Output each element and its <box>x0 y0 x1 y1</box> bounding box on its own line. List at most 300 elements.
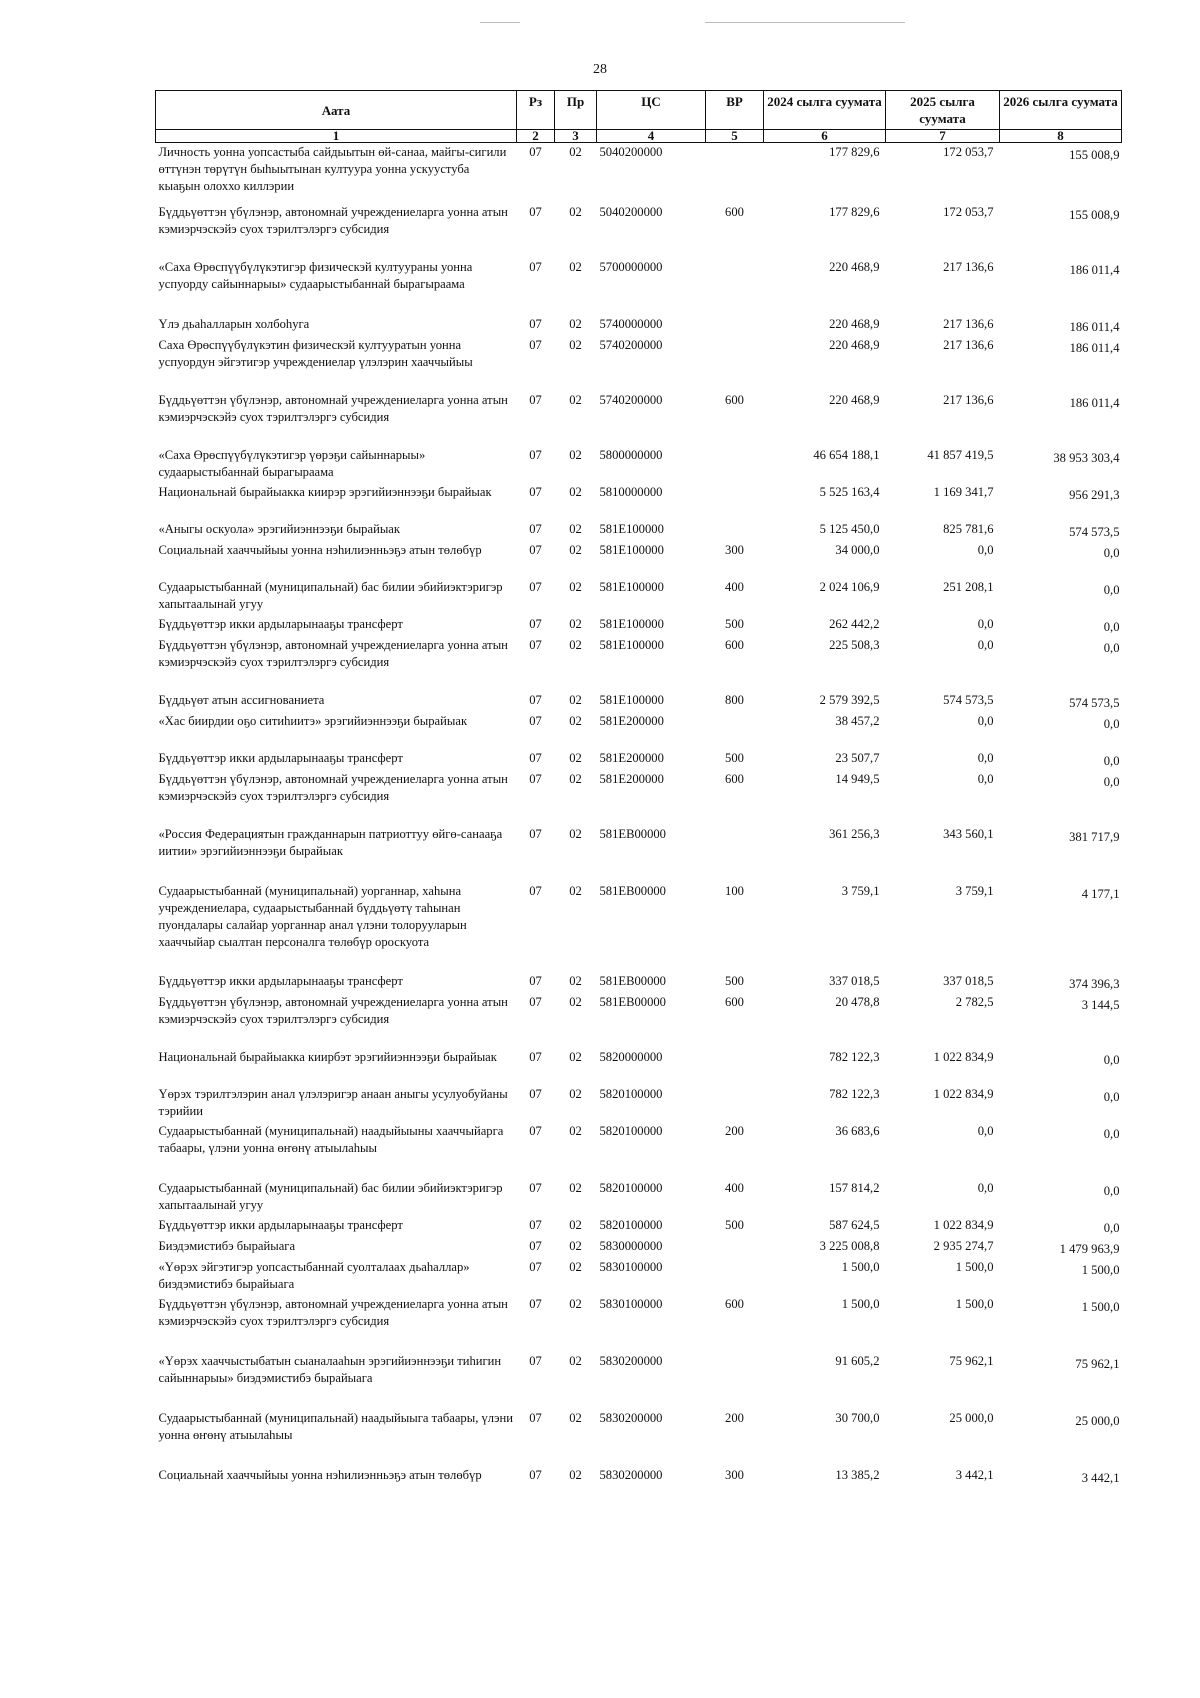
column-number: 1 <box>156 130 517 143</box>
row-cs: 5800000000 <box>599 447 663 462</box>
column-number: 7 <box>886 130 1000 143</box>
row-amount-2024: 1 500,0 <box>841 1259 880 1274</box>
row-amount-2024: 220 468,9 <box>829 337 880 352</box>
table-row <box>156 691 1122 712</box>
row-name: «Үөрэх хааччыстыбатын сыаналааһын эрэгийиэннээҕи тиһигин сайыннарыы» биэдэмистибэ бырайыага <box>158 1353 502 1385</box>
row-amount-2026: 0,0 <box>1103 1089 1120 1104</box>
table-row <box>156 615 1122 636</box>
row-pr: 02 <box>569 1123 582 1138</box>
row-rz: 07 <box>529 1086 542 1101</box>
row-amount-2024: 587 624,5 <box>829 1217 880 1232</box>
row-rz: 07 <box>529 616 542 631</box>
row-amount-2024: 337 018,5 <box>829 973 880 988</box>
row-amount-2024: 782 122,3 <box>829 1049 880 1064</box>
row-vr <box>706 1085 764 1122</box>
table-row <box>156 203 1122 258</box>
row-name: Бүддьүөттэн үбүлэнэр, автономнай учреждениеларга уонна атын кэмиэрчэскэйэ суох тэрилтэлэргэ субсидия <box>158 392 508 424</box>
row-vr: 600 <box>725 771 744 786</box>
row-cs: 581E200000 <box>599 750 664 765</box>
row-name: «Үөрэх эйгэтигэр уопсастыбаннай суолталаах дьаһаллар» биэдэмистибэ бырайыага <box>158 1259 470 1291</box>
row-amount-2025: 0,0 <box>977 1180 994 1195</box>
row-name: Национальнай бырайыакка киирбэт эрэгийиэннээҕи бырайыак <box>158 1049 497 1064</box>
row-rz: 07 <box>529 1259 542 1274</box>
row-amount-2026: 956 291,3 <box>1069 487 1120 502</box>
table-row <box>156 1409 1122 1466</box>
row-rz: 07 <box>529 542 542 557</box>
row-rz: 07 <box>529 713 542 728</box>
row-rz: 07 <box>529 826 542 841</box>
row-amount-2026: 155 008,9 <box>1069 207 1120 222</box>
row-pr: 02 <box>569 616 582 631</box>
row-rz: 07 <box>529 994 542 1009</box>
row-name: Бүддьүөттэн үбүлэнэр, автономнай учреждениеларга уонна атын кэмиэрчэскэйэ суох тэрилтэлэргэ субсидия <box>158 1296 508 1328</box>
row-amount-2025: 251 208,1 <box>943 579 994 594</box>
table-row <box>156 1295 1122 1352</box>
row-cs: 5040200000 <box>599 145 663 159</box>
row-amount-2026: 0,0 <box>1103 774 1120 789</box>
row-amount-2025: 574 573,5 <box>943 692 994 707</box>
row-rz: 07 <box>529 1217 542 1232</box>
row-pr: 02 <box>569 1049 582 1064</box>
table-row <box>156 882 1122 972</box>
row-pr: 02 <box>569 579 582 594</box>
row-cs: 581E100000 <box>599 692 664 707</box>
row-rz: 07 <box>529 447 542 462</box>
row-amount-2025: 1 022 834,9 <box>933 1217 994 1232</box>
row-rz: 07 <box>529 392 542 407</box>
row-rz: 07 <box>529 484 542 499</box>
row-name: Саха Өрөспүүбүлүкэтин физическэй култууратын уонна успуордун эйгэтигэр учреждениелар үлэлэрин хааччыйыы <box>158 337 473 369</box>
row-rz: 07 <box>529 1296 542 1311</box>
row-amount-2024: 30 700,0 <box>835 1410 880 1425</box>
row-amount-2026: 574 573,5 <box>1069 524 1120 539</box>
row-vr: 600 <box>725 204 744 219</box>
table-row <box>156 1466 1122 1503</box>
row-amount-2024: 1 500,0 <box>841 1296 880 1311</box>
row-name: «Хас биирдии оҕо ситиһиитэ» эрэгийиэннээҕи бырайыак <box>158 713 468 728</box>
row-amount-2024: 220 468,9 <box>829 316 880 331</box>
row-vr: 200 <box>725 1410 744 1425</box>
row-rz: 07 <box>529 637 542 652</box>
table-row <box>156 483 1122 520</box>
row-vr <box>706 143 764 203</box>
row-amount-2025: 0,0 <box>977 713 994 728</box>
row-amount-2026: 0,0 <box>1103 1220 1120 1235</box>
row-name: Бүддьүөттэн үбүлэнэр, автономнай учреждениеларга уонна атын кэмиэрчэскэйэ суох тэрилтэлэргэ субсидия <box>158 771 508 803</box>
row-vr: 300 <box>725 1467 744 1482</box>
row-amount-2026: 0,0 <box>1103 545 1120 560</box>
table-row <box>156 258 1122 315</box>
row-name: «Аныгы оскуола» эрэгийиэннээҕи бырайыак <box>158 521 400 536</box>
row-amount-2024: 220 468,9 <box>829 392 880 407</box>
table-row <box>156 636 1122 691</box>
row-vr: 600 <box>725 994 744 1009</box>
table-row <box>156 1048 1122 1085</box>
row-amount-2025: 217 136,6 <box>943 392 994 407</box>
row-amount-2026: 186 011,4 <box>1069 395 1120 410</box>
row-amount-2026: 374 396,3 <box>1069 976 1120 991</box>
column-number: 4 <box>597 130 706 143</box>
row-amount-2024: 34 000,0 <box>835 542 880 557</box>
row-rz: 07 <box>529 973 542 988</box>
row-rz: 07 <box>529 771 542 786</box>
row-amount-2025: 825 781,6 <box>943 521 994 536</box>
table-row <box>156 315 1122 336</box>
row-vr <box>706 315 764 336</box>
row-name: Национальнай бырайыакка киирэр эрэгийиэннээҕи бырайыак <box>158 484 492 499</box>
row-pr: 02 <box>569 145 582 159</box>
row-pr: 02 <box>569 542 582 557</box>
row-amount-2025: 41 857 419,5 <box>927 447 994 462</box>
row-pr: 02 <box>569 204 582 219</box>
row-amount-2026: 3 442,1 <box>1081 1470 1120 1485</box>
row-name: Бүддьүөттэр икки ардыларынааҕы трансферт <box>158 973 403 988</box>
row-vr: 800 <box>725 692 744 707</box>
row-cs: 581E100000 <box>599 579 664 594</box>
row-cs: 581EB00000 <box>599 826 666 841</box>
row-amount-2026: 186 011,4 <box>1069 262 1120 277</box>
row-cs: 5820000000 <box>599 1049 663 1064</box>
row-amount-2024: 13 385,2 <box>835 1467 880 1482</box>
row-name: Бүддьүөттэн үбүлэнэр, автономнай учреждениеларга уонна атын кэмиэрчэскэйэ суох тэрилтэлэргэ субсидия <box>158 204 508 236</box>
row-pr: 02 <box>569 316 582 331</box>
table-row <box>156 578 1122 615</box>
row-rz: 07 <box>529 750 542 765</box>
row-name: «Саха Өрөспүүбүлүкэтигэр физическэй култуураны уонна успуорду сайыннарыы» судаарыстыбаннай бырагыраама <box>158 259 473 291</box>
row-amount-2025: 172 053,7 <box>943 204 994 219</box>
row-cs: 581E200000 <box>599 713 664 728</box>
row-amount-2025: 0,0 <box>977 637 994 652</box>
header-vr: ВР <box>706 91 764 130</box>
header-cs: ЦС <box>597 91 706 130</box>
row-amount-2026: 574 573,5 <box>1069 695 1120 710</box>
table-row <box>156 1216 1122 1237</box>
row-amount-2025: 343 560,1 <box>943 826 994 841</box>
table-row <box>156 770 1122 825</box>
row-vr <box>706 1237 764 1258</box>
row-amount-2024: 2 024 106,9 <box>819 579 880 594</box>
row-amount-2025: 3 759,1 <box>955 883 994 898</box>
row-amount-2024: 20 478,8 <box>835 994 880 1009</box>
row-vr <box>706 483 764 520</box>
row-amount-2024: 3 759,1 <box>841 883 880 898</box>
header-2026: 2026 сылга суумата <box>1000 91 1122 130</box>
row-name: Бүддьүөттэн үбүлэнэр, автономнай учреждениеларга уонна атын кэмиэрчэскэйэ суох тэрилтэлэргэ субсидия <box>158 637 508 669</box>
row-amount-2024: 782 122,3 <box>829 1086 880 1101</box>
table-row <box>156 993 1122 1048</box>
row-vr <box>706 258 764 315</box>
row-amount-2026: 0,0 <box>1103 753 1120 768</box>
row-vr <box>706 446 764 483</box>
row-name: Бүддьүөт атын ассигнованиета <box>158 692 325 707</box>
row-rz: 07 <box>529 1353 542 1368</box>
row-amount-2025: 2 935 274,7 <box>933 1238 994 1253</box>
row-rz: 07 <box>529 692 542 707</box>
row-amount-2025: 0,0 <box>977 542 994 557</box>
row-amount-2026: 1 500,0 <box>1081 1262 1120 1277</box>
row-amount-2025: 75 962,1 <box>949 1353 994 1368</box>
row-amount-2026: 0,0 <box>1103 716 1120 731</box>
table-row <box>156 1258 1122 1295</box>
row-pr: 02 <box>569 1086 582 1101</box>
table-body <box>156 143 1122 1503</box>
row-cs: 581EB00000 <box>599 883 666 898</box>
row-cs: 5830100000 <box>599 1259 663 1274</box>
row-pr: 02 <box>569 883 582 898</box>
row-amount-2024: 14 949,5 <box>835 771 880 786</box>
row-amount-2024: 38 457,2 <box>835 713 880 728</box>
row-vr: 600 <box>725 392 744 407</box>
row-amount-2026: 381 717,9 <box>1069 829 1120 844</box>
row-pr: 02 <box>569 994 582 1009</box>
row-cs: 581E200000 <box>599 771 664 786</box>
row-vr: 400 <box>725 579 744 594</box>
row-amount-2026: 155 008,9 <box>1069 148 1120 162</box>
row-amount-2024: 220 468,9 <box>829 259 880 274</box>
row-name: Үлэ дьаһалларын холбоһуга <box>158 316 310 331</box>
table-row <box>156 1352 1122 1409</box>
row-pr: 02 <box>569 1238 582 1253</box>
row-vr <box>706 1352 764 1409</box>
row-pr: 02 <box>569 1180 582 1195</box>
row-rz: 07 <box>529 316 542 331</box>
row-cs: 581E100000 <box>599 616 664 631</box>
row-pr: 02 <box>569 713 582 728</box>
row-pr: 02 <box>569 337 582 352</box>
row-cs: 5820100000 <box>599 1123 663 1138</box>
row-vr: 500 <box>725 1217 744 1232</box>
row-vr: 600 <box>725 637 744 652</box>
table-row <box>156 1085 1122 1122</box>
table-header-row <box>156 91 1122 130</box>
row-name: Биэдэмистибэ бырайыага <box>158 1238 296 1253</box>
header-aata: Аата <box>156 91 517 130</box>
row-name: «Россия Федерациятын гражданнарын патриоттуу өйгө-санааҕа иитии» эрэгийиэннээҕи бырайыак <box>158 826 503 858</box>
row-pr: 02 <box>569 484 582 499</box>
row-cs: 5740200000 <box>599 337 663 352</box>
row-vr <box>706 520 764 541</box>
row-amount-2025: 172 053,7 <box>943 145 994 159</box>
row-vr: 500 <box>725 750 744 765</box>
row-vr <box>706 336 764 391</box>
row-amount-2024: 262 442,2 <box>829 616 880 631</box>
row-name: Бүддьүөттэр икки ардыларынааҕы трансферт <box>158 750 403 765</box>
row-amount-2024: 5 525 163,4 <box>819 484 880 499</box>
row-rz: 07 <box>529 579 542 594</box>
row-rz: 07 <box>529 1123 542 1138</box>
row-cs: 581E100000 <box>599 521 664 536</box>
row-amount-2025: 217 136,6 <box>943 259 994 274</box>
row-name: Бүддьүөттэр икки ардыларынааҕы трансферт <box>158 1217 403 1232</box>
row-rz: 07 <box>529 337 542 352</box>
row-name: Үөрэх тэрилтэлэрин анал үлэлэригэр анаан аныгы усулуобуйаны тэрийии <box>158 1086 508 1118</box>
row-pr: 02 <box>569 771 582 786</box>
row-rz: 07 <box>529 883 542 898</box>
row-amount-2025: 0,0 <box>977 750 994 765</box>
row-name: Бүддьүөттэр икки ардыларынааҕы трансферт <box>158 616 403 631</box>
row-pr: 02 <box>569 259 582 274</box>
row-pr: 02 <box>569 826 582 841</box>
row-amount-2026: 0,0 <box>1103 1126 1120 1141</box>
row-rz: 07 <box>529 204 542 219</box>
row-name: Социальнай хааччыйыы уонна нэһилиэнньэҕэ атын төлөбүр <box>158 1467 482 1482</box>
row-amount-2026: 25 000,0 <box>1075 1413 1120 1428</box>
row-amount-2025: 337 018,5 <box>943 973 994 988</box>
row-cs: 5820100000 <box>599 1086 663 1101</box>
column-number: 8 <box>1000 130 1122 143</box>
row-amount-2025: 0,0 <box>977 771 994 786</box>
row-amount-2025: 25 000,0 <box>949 1410 994 1425</box>
row-name: Судаарыстыбаннай (муниципальнай) наадыйыыны хааччыйарга табаары, үлэни уонна өҥөнү атыылаһыы <box>158 1123 504 1155</box>
row-amount-2026: 0,0 <box>1103 582 1120 597</box>
row-cs: 5740200000 <box>599 392 663 407</box>
row-amount-2024: 157 814,2 <box>829 1180 880 1195</box>
row-amount-2025: 1 500,0 <box>955 1259 994 1274</box>
row-amount-2024: 361 256,3 <box>829 826 880 841</box>
row-cs: 5040200000 <box>599 204 663 219</box>
row-vr: 500 <box>725 973 744 988</box>
row-rz: 07 <box>529 1467 542 1482</box>
row-amount-2026: 0,0 <box>1103 640 1120 655</box>
row-pr: 02 <box>569 1353 582 1368</box>
table-row <box>156 391 1122 446</box>
row-name: Личность уонна уопсастыба сайдыытын өй-санаа, майгы-сигили өттүнэн төрүтүн быһыытынан култуура уонна ускуустуба кыаҕын олоххо киллэрии <box>158 145 507 193</box>
row-amount-2026: 186 011,4 <box>1069 319 1120 334</box>
row-cs: 5820100000 <box>599 1180 663 1195</box>
row-pr: 02 <box>569 750 582 765</box>
header-pr: Пр <box>555 91 597 130</box>
row-amount-2024: 3 225 008,8 <box>819 1238 880 1253</box>
row-amount-2024: 91 605,2 <box>835 1353 880 1368</box>
row-amount-2024: 23 507,7 <box>835 750 880 765</box>
row-amount-2025: 1 500,0 <box>955 1296 994 1311</box>
row-vr: 600 <box>725 1296 744 1311</box>
row-amount-2025: 1 169 341,7 <box>933 484 994 499</box>
row-rz: 07 <box>529 1238 542 1253</box>
row-rz: 07 <box>529 1180 542 1195</box>
row-pr: 02 <box>569 637 582 652</box>
page-number: 28 <box>593 62 607 77</box>
column-number: 3 <box>555 130 597 143</box>
row-name: Судаарыстыбаннай (муниципальнай) бас билии эбийиэктэригэр хапытаалынай угуу <box>158 579 503 611</box>
table-row <box>156 1122 1122 1179</box>
scan-artifact-line <box>705 22 905 23</box>
row-amount-2025: 217 136,6 <box>943 337 994 352</box>
row-amount-2026: 1 479 963,9 <box>1059 1241 1120 1256</box>
row-vr <box>706 1048 764 1085</box>
table-row <box>156 143 1122 203</box>
row-vr <box>706 712 764 749</box>
row-amount-2024: 2 579 392,5 <box>819 692 880 707</box>
row-cs: 5830000000 <box>599 1238 663 1253</box>
row-amount-2024: 177 829,6 <box>829 145 880 159</box>
row-cs: 5820100000 <box>599 1217 663 1232</box>
row-rz: 07 <box>529 1410 542 1425</box>
row-cs: 581E100000 <box>599 542 664 557</box>
row-amount-2025: 217 136,6 <box>943 316 994 331</box>
column-number: 5 <box>706 130 764 143</box>
table-row <box>156 520 1122 541</box>
row-amount-2026: 1 500,0 <box>1081 1299 1120 1314</box>
row-amount-2026: 0,0 <box>1103 1183 1120 1198</box>
table-column-number-row <box>156 130 1122 143</box>
row-vr: 200 <box>725 1123 744 1138</box>
row-cs: 5830200000 <box>599 1467 663 1482</box>
row-amount-2026: 0,0 <box>1103 1052 1120 1067</box>
row-vr <box>706 1258 764 1295</box>
scan-artifact-line <box>480 22 520 23</box>
table-row <box>156 1237 1122 1258</box>
row-amount-2024: 225 508,3 <box>829 637 880 652</box>
row-amount-2025: 0,0 <box>977 616 994 631</box>
row-vr: 400 <box>725 1180 744 1195</box>
row-cs: 5830100000 <box>599 1296 663 1311</box>
row-amount-2025: 3 442,1 <box>955 1467 994 1482</box>
table-row <box>156 972 1122 993</box>
table-row <box>156 825 1122 882</box>
row-pr: 02 <box>569 1467 582 1482</box>
row-pr: 02 <box>569 1410 582 1425</box>
row-vr: 300 <box>725 542 744 557</box>
row-name: «Саха Өрөспүүбүлүкэтигэр үөрэҕи сайыннарыы» судаарыстыбаннай бырагыраама <box>158 447 426 479</box>
row-name: Социальнай хааччыйыы уонна нэһилиэнньэҕэ атын төлөбүр <box>158 542 482 557</box>
row-name: Судаарыстыбаннай (муниципальнай) уорганнар, хаһына учреждениелара, судаарыстыбаннай бүддьүөтү таһынан пуондалары салайар уорганнар анал үлэни толорууларын хааччыйар сыалтан персоналга төлөбүр ороскуота <box>158 883 467 949</box>
row-amount-2025: 1 022 834,9 <box>933 1049 994 1064</box>
row-cs: 581E100000 <box>599 637 664 652</box>
row-pr: 02 <box>569 973 582 988</box>
row-name: Бүддьүөттэн үбүлэнэр, автономнай учреждениеларга уонна атын кэмиэрчэскэйэ суох тэрилтэлэргэ субсидия <box>158 994 508 1026</box>
row-cs: 5810000000 <box>599 484 663 499</box>
row-amount-2026: 0,0 <box>1103 619 1120 634</box>
column-number: 6 <box>764 130 886 143</box>
row-amount-2024: 46 654 188,1 <box>813 447 880 462</box>
header-rz: Рз <box>517 91 555 130</box>
row-rz: 07 <box>529 259 542 274</box>
header-2025: 2025 сылга суумата <box>886 91 1000 130</box>
row-amount-2026: 186 011,4 <box>1069 340 1120 355</box>
row-cs: 581EB00000 <box>599 973 666 988</box>
row-amount-2024: 177 829,6 <box>829 204 880 219</box>
table-row <box>156 1179 1122 1216</box>
row-amount-2025: 0,0 <box>977 1123 994 1138</box>
row-rz: 07 <box>529 1049 542 1064</box>
row-amount-2024: 36 683,6 <box>835 1123 880 1138</box>
row-amount-2026: 38 953 303,4 <box>1053 450 1120 465</box>
row-vr: 100 <box>725 883 744 898</box>
row-amount-2025: 2 782,5 <box>955 994 994 1009</box>
row-amount-2026: 3 144,5 <box>1081 997 1120 1012</box>
row-pr: 02 <box>569 392 582 407</box>
row-pr: 02 <box>569 521 582 536</box>
row-cs: 581EB00000 <box>599 994 666 1009</box>
row-cs: 5830200000 <box>599 1410 663 1425</box>
row-name: Судаарыстыбаннай (муниципальнай) бас билии эбийиэктэригэр хапытаалынай угуу <box>158 1180 503 1212</box>
row-pr: 02 <box>569 447 582 462</box>
row-pr: 02 <box>569 1217 582 1232</box>
row-amount-2026: 4 177,1 <box>1081 886 1120 901</box>
row-cs: 5700000000 <box>599 259 663 274</box>
row-amount-2026: 75 962,1 <box>1075 1356 1120 1371</box>
table-row <box>156 446 1122 483</box>
row-pr: 02 <box>569 1296 582 1311</box>
row-amount-2024: 5 125 450,0 <box>819 521 880 536</box>
row-cs: 5740000000 <box>599 316 663 331</box>
header-2024: 2024 сылга суумата <box>764 91 886 130</box>
table-row <box>156 541 1122 578</box>
row-pr: 02 <box>569 1259 582 1274</box>
row-vr: 500 <box>725 616 744 631</box>
row-pr: 02 <box>569 692 582 707</box>
